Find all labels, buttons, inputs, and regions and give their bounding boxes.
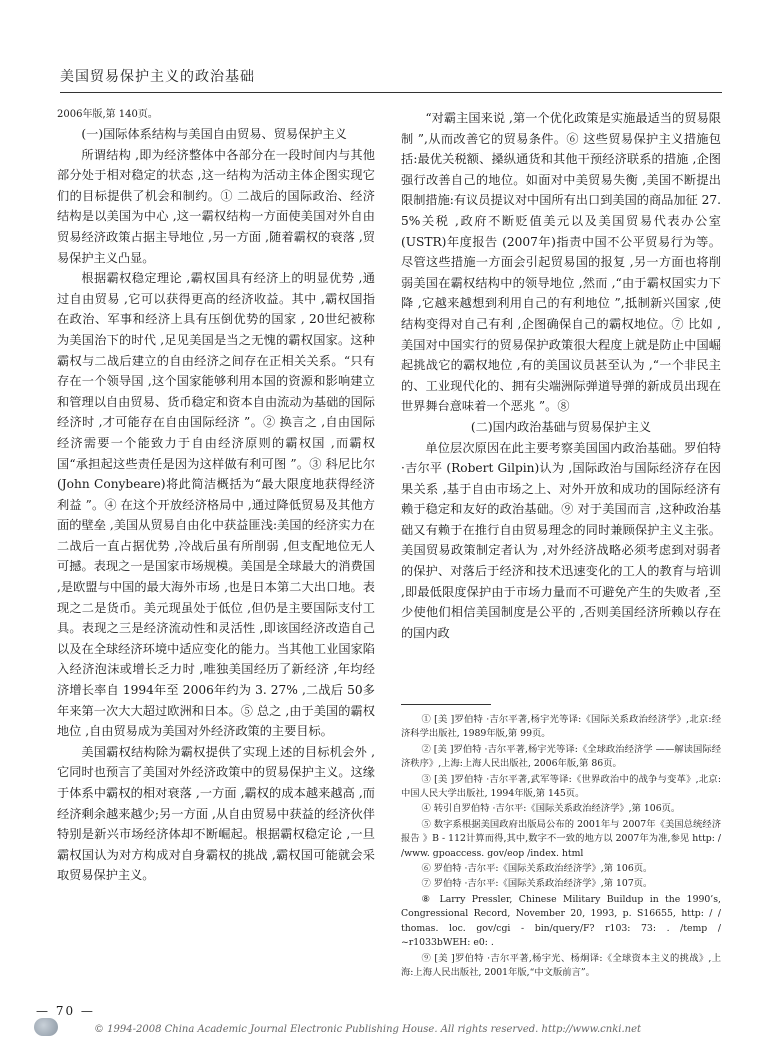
footnote: ① [美 ]罗伯特 ·吉尔平著,杨宇光等译:《国际关系政治经济学》,北京:经济科学出版社, 1989年版,第 99页。 bbox=[401, 714, 721, 740]
footnote: ⑨ [美 ]罗伯特 ·吉尔平著,杨宇光、杨炯译:《全球资本主义的挑战》,上海:上海人民出版社, 2001年版,“中文版前言”。 bbox=[401, 952, 721, 978]
footnote: ⑥ 罗伯特 ·吉尔平:《国际关系政治经济学》,第 106页。 bbox=[421, 863, 653, 875]
left-column bbox=[57, 108, 375, 886]
body-paragraph: 单位层次原因在此主要考察美国国内政治基础。罗伯特 ·吉尔平 (Robert Gilpin)认为 ,国际政治与国际经济存在因果关系 ,基于自由市场之上、对外开放和成功的国际经济有赖于稳定和友好的政治基础。⑨ 对于美国而言 ,这种政治基础又有赖于在推行自由贸易理念的同时兼顾保护主义主张。美国贸易政策制定者认为 ,对外经济战略必须考虑到对弱者的保护、对落后于经济和技术迅速变化的工人的教育与培训 ,即最低限度保护由于市场力量而不可避免产生的失败者 ,至少使他们相信美国制度是公平的 ,否则美国经济所赖以存在的国内政 bbox=[401, 440, 721, 640]
section-heading-1: (一)国际体系结构与美国自由贸易、贸易保护主义 bbox=[81, 127, 347, 141]
footnote: ③ [美 ]罗伯特 ·吉尔平著,武军等译:《世界政治中的战争与变革》,北京:中国人民大学出版社, 1994年版,第 145页。 bbox=[401, 773, 721, 800]
running-header bbox=[60, 66, 722, 86]
carryover-note: 2006年版,第 140页。 bbox=[57, 109, 158, 120]
body-paragraph: 美国霸权结构除为霸权提供了实现上述的目标机会外 ,它同时也预言了美国对外经济政策中的贸易保护主义。这缘于体系中霸权的相对衰落 ,一方面 ,霸权的成本越来越高 ,而经济剩余越来越少;另一方面 ,从自由贸易中获益的经济伙伴特别是新兴市场经济体却不断崛起。根据霸权稳定论 ,一旦霸权国认为对方构成对自身霸权的挑战 ,霸权国可能就会采取贸易保护主义。 bbox=[57, 744, 375, 883]
page-footer bbox=[34, 1024, 744, 1039]
footnote: ② [美 ]罗伯特 ·吉尔平著,杨宇光等译:《全球政治经济学 ——解读国际经济秩序》,上海:上海人民出版社, 2006年版,第 86页。 bbox=[401, 743, 721, 770]
body-paragraph: 根据霸权稳定理论 ,霸权国具有经济上的明显优势 ,通过自由贸易 ,它可以获得更高的经济收益。其中 ,霸权国指在政治、军事和经济上具有压倒优势的国家 , 20世纪被称为美国治下的时代 ,足见美国是当之无愧的霸权国家。这种霸权与二战后建立的自由经济之间存在正相关关系。“只有存在一个领导国 ,这个国家能够利用本国的资源和影响建立和管理以自由贸易、货币稳定和资本自由流动为基础的国际经济时 ,才可能存在自由国际经济 ”。② 换言之 ,自由国际经济需要一个能致力于自由经济原则的霸权国 ,而霸权国“承担起这些责任是因为这样做有利可图 ”。③ 科尼比尔 (John Conybeare)将此简洁概括为“最大限度地获得经济利益 ”。④ 在这个开放经济格局中 ,通过降低贸易及其他方面的壁垒 ,美国从贸易自由化中获益匪浅:美国的经济实力在二战后一直占据优势 ,冷战后虽有所削弱 ,但支配地位无人可撼。表现之一是国家市场规模。美国是全球最大的消费国 ,是欧盟与中国的最大海外市场 ,也是日本第二大出口地。表现之二是货币。美元现虽处于低位 ,但仍是主要国际支付工具。表现之三是经济流动性和灵活性 ,即该国经济改造自己以及在全球经济环境中适应变化的能力。当其他工业国家陷入经济泡沫或增长乏力时 ,唯独美国经历了新经济 ,年均经济增长率自 1994年至 2006年约为 3. 27% ,二战后 50多年来第一次大大超过欧洲和日本。⑤ 总之 ,由于美国的霸权地位 ,自由贸易成为美国对外经济政策的主要目标。 bbox=[57, 271, 375, 739]
cnki-logo-icon bbox=[34, 1018, 58, 1036]
header-rule bbox=[60, 92, 722, 93]
body-paragraph: “对霸主国来说 ,第一个优化政策是实施最适当的贸易限制 ”,从而改善它的贸易条件。⑥ 这些贸易保护主义措施包括:最优关税额、搡纵通货和其他干预经济联系的措施 ,企图强行改善自己的地位。如面对中美贸易失衡 ,美国不断提出限制措施:有议员提议对中国所有出口到美国的商品加征 27. 5%关税 ,政府不断贬值美元以及美国贸易代表办公室 (USTR)年度报告 (2007年)指责中国不公平贸易行为等。尽管这些措施一方面会引起贸易国的报复 ,另一方面也将削弱美国在霸权结构中的领导地位 ,然而 ,“由于霸权国实力下降 ,它越来越想到利用自己的有利地位 ”,抵制新兴国家 ,使结构变得对自己有利 ,企图确保自己的霸权地位。⑦ 比如 ,美国对中国实行的贸易保护政策很大程度上就是防止中国崛起挑战它的霸权地位 ,有的美国议员甚至认为 ,“一个非民主的、工业现代化的、拥有尖端洲际弹道导弹的新成员出现在世界舞台意味着一个恶兆 ”。⑧ bbox=[401, 111, 721, 414]
footnote-rule bbox=[401, 704, 491, 705]
journal-article-title: 美国贸易保护主义的政治基础 bbox=[60, 69, 255, 85]
footnotes bbox=[401, 704, 721, 981]
section-heading-2: (二)国内政治基础与贸易保护主义 bbox=[470, 419, 652, 434]
footnote: ⑤ 数字系根据美国政府出版局公布的 2001年与 2007年《美国总统经济报告 》B - 112计算而得,其中,数字不一致的地方以 2007年为准,参见 http: / /www. gpoaccess. gov/eop /index. html bbox=[401, 818, 721, 859]
right-column bbox=[401, 108, 721, 643]
footnote: ④ 转引自罗伯特 ·吉尔平:《国际关系政治经济学》,第 106页。 bbox=[421, 803, 681, 815]
footnote: ⑦ 罗伯特 ·吉尔平:《国际关系政治经济学》,第 107页。 bbox=[421, 878, 653, 890]
body-paragraph: 所谓结构 ,即为经济整体中各部分在一段时间内与其他部分处于相对稳定的状态 ,这一结构为活动主体企图实现它们的目标提供了机会和制约。① 二战后的国际政治、经济结构是以美国为中心 ,这一霸权结构一方面使美国对外自由贸易经济政策占据主导地位 ,另一方面 ,随着霸权的衰落 ,贸易保护主义凸显。 bbox=[57, 147, 375, 265]
page-number: — 70 — bbox=[36, 1004, 95, 1018]
footnote: ⑧ Larry Pressler, Chinese Military Buildup in the 1990’s, Congressional Record, November 20, 1993, p. S16655, http: / / thomas. loc. gov/cgi - bin/query/F? r103: 73: . /temp / ~r1033bWEH: e0: . bbox=[401, 893, 721, 949]
copyright-text: © 1994-2008 China Academic Journal Electronic Publishing House. All rights reserved. http://www.cnki.net bbox=[94, 1024, 642, 1035]
